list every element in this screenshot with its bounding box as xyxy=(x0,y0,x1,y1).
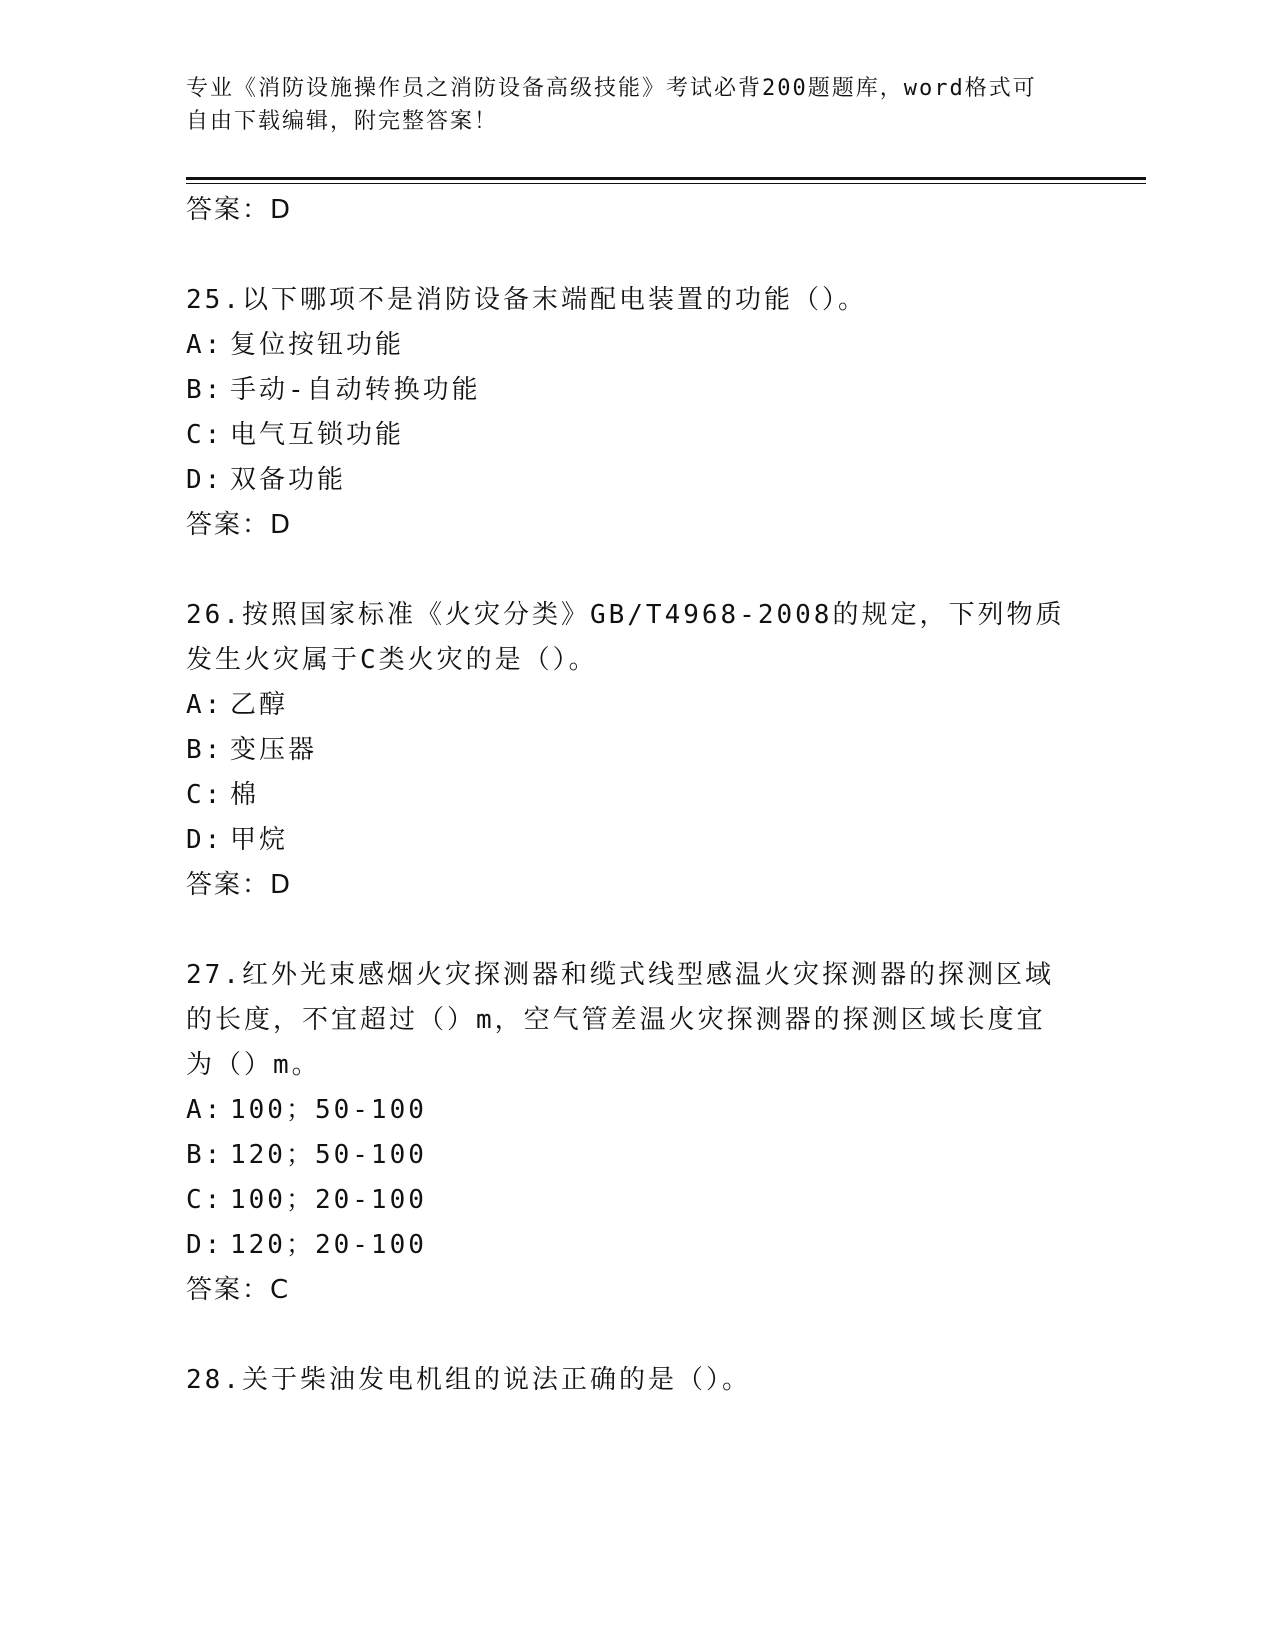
option-text: 变压器 xyxy=(230,735,318,765)
option-label: D: xyxy=(186,825,224,855)
option-text: 甲烷 xyxy=(230,825,289,855)
option-b xyxy=(186,728,1086,773)
page-header xyxy=(186,72,1066,138)
option-c xyxy=(186,413,1086,458)
option-a xyxy=(186,323,1086,368)
option-d xyxy=(186,818,1086,863)
question-stem: 25.以下哪项不是消防设备末端配电装置的功能（）。 xyxy=(186,285,867,315)
option-text: 100；50-100 xyxy=(230,1095,427,1125)
option-label: B: xyxy=(186,735,224,765)
document-content xyxy=(186,188,1086,1403)
answer-line: 答案：C xyxy=(186,1275,291,1305)
option-label: A: xyxy=(186,690,224,720)
option-b xyxy=(186,368,1086,413)
option-text: 120；50-100 xyxy=(230,1140,427,1170)
question-stem: 26.按照国家标准《火灾分类》GB/T4968-2008的规定，下列物质发生火灾属于C类火灾的是（）。 xyxy=(186,600,1065,675)
option-c xyxy=(186,1178,1086,1223)
option-text: 双备功能 xyxy=(230,465,347,495)
option-label: C: xyxy=(186,420,224,450)
option-text: 120；20-100 xyxy=(230,1230,427,1260)
option-label: D: xyxy=(186,1230,224,1260)
option-label: D: xyxy=(186,465,224,495)
option-text: 复位按钮功能 xyxy=(230,330,405,360)
question-stem: 28.关于柴油发电机组的说法正确的是（）。 xyxy=(186,1365,751,1395)
option-a xyxy=(186,1088,1086,1133)
header-line-1: 专业《消防设施操作员之消防设备高级技能》考试必背200题题库，word格式可 xyxy=(186,76,1037,101)
option-text: 乙醇 xyxy=(230,690,289,720)
question-26 xyxy=(186,593,1086,908)
header-line-2: 自由下载编辑，附完整答案！ xyxy=(186,109,499,134)
answer-line: 答案：D xyxy=(186,510,293,540)
header-rule-thin xyxy=(186,183,1146,184)
option-a xyxy=(186,683,1086,728)
answer-line: 答案：D xyxy=(186,870,293,900)
option-text: 棉 xyxy=(230,780,260,810)
question-28 xyxy=(186,1358,1086,1403)
question-25 xyxy=(186,278,1086,548)
option-label: A: xyxy=(186,1095,224,1125)
option-label: B: xyxy=(186,1140,224,1170)
option-text: 100；20-100 xyxy=(230,1185,427,1215)
option-d xyxy=(186,1223,1086,1268)
option-b xyxy=(186,1133,1086,1178)
answer-line: 答案：D xyxy=(186,195,293,225)
option-label: C: xyxy=(186,1185,224,1215)
question-27 xyxy=(186,953,1086,1313)
question-stem: 27.红外光束感烟火灾探测器和缆式线型感温火灾探测器的探测区域的长度，不宜超过（）m，空气管差温火灾探测器的探测区域长度宜为（）m。 xyxy=(186,960,1054,1080)
option-d xyxy=(186,458,1086,503)
option-c xyxy=(186,773,1086,818)
option-label: C: xyxy=(186,780,224,810)
option-label: B: xyxy=(186,375,224,405)
option-label: A: xyxy=(186,330,224,360)
option-text: 手动-自动转换功能 xyxy=(230,375,481,405)
option-text: 电气互锁功能 xyxy=(230,420,405,450)
header-rule-thick xyxy=(186,177,1146,180)
